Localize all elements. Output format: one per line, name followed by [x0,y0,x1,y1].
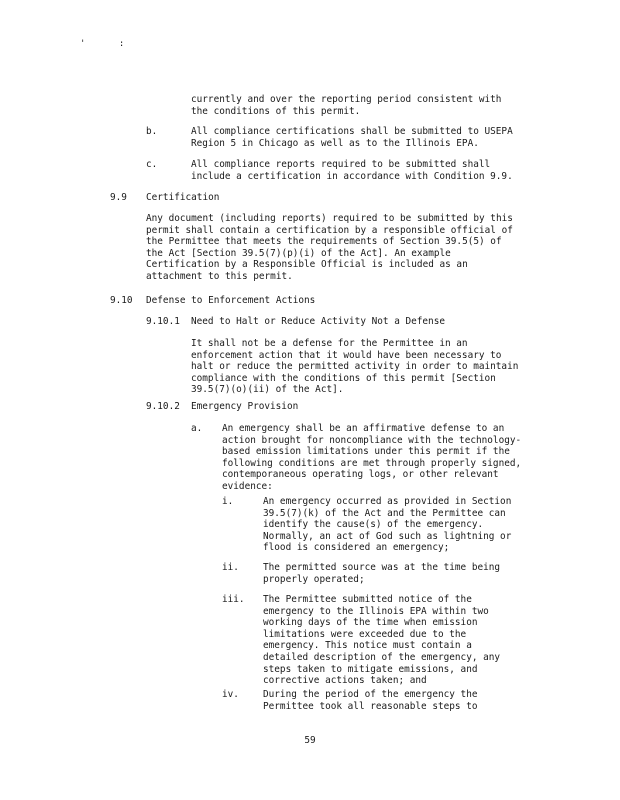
section-9-9-body: Any document (including reports) required to be submitted by this permit shall contain a certification by a responsible official of the Permittee that meets the requirements of Section 39.5(5) of the Act [Section 39.5(7)(p)(i) of the Act]. An example Certification by a Responsible Official is included as an attachment to this permit. [146,213,513,282]
section-9-10-2-title: Emergency Provision [191,401,299,412]
sub-item-iv-label: iv. [222,689,239,700]
sub-item-iii-text: The Permittee submitted notice of the emergency to the Illinois EPA within two working days of the time when emission limitations were exceeded due to the emergency. This notice must contain a detailed description of the emergency, any steps taken to mitigate emissions, and corrective actions taken; and [263,594,501,687]
item-c-text: All compliance reports required to be submitted shall include a certification in accordance with Condition 9.9. [191,159,513,182]
section-9-9-number: 9.9 [110,192,127,203]
section-9-10-title: Defense to Enforcement Actions [146,295,316,306]
sub-item-i-text: An emergency occurred as provided in Section 39.5(7)(k) of the Act and the Permittee can identify the cause(s) of the emergency. Normally, an act of God such as lightning or flood is considered an emergency; [263,496,512,554]
section-9-10-1-body: It shall not be a defense for the Permittee in an enforcement action that it would have been necessary to halt or reduce the permitted activity in order to maintain compliance with the conditions of this permit [Section 39.5(7)(o)(ii) of the Act]. [191,338,519,396]
sub-item-ii-label: ii. [222,562,239,573]
item-b-label: b. [146,126,158,137]
item-b-text: All compliance certifications shall be submitted to USEPA Region 5 in Chicago as well as to the Illinois EPA. [191,126,513,149]
item-c-label: c. [146,159,158,170]
section-9-9-title: Certification [146,192,220,203]
emergency-item-a-label: a. [191,423,203,434]
sub-item-i-label: i. [222,496,234,507]
item-a-continuation: currently and over the reporting period consistent with the conditions of this permit. [191,94,502,117]
sub-item-iii-label: iii. [222,594,245,605]
page-number: 59 [304,735,316,746]
header-marks: ' : [80,39,139,49]
section-9-10-1-number: 9.10.1 [146,316,180,327]
section-9-10-1-title: Need to Halt or Reduce Activity Not a Defense [191,316,445,327]
section-9-10-number: 9.10 [110,295,133,306]
sub-item-iv-text: During the period of the emergency the Permittee took all reasonable steps to [263,689,478,712]
section-9-10-2-number: 9.10.2 [146,401,180,412]
sub-item-ii-text: The permitted source was at the time being properly operated; [263,562,501,585]
emergency-item-a-text: An emergency shall be an affirmative defense to an action brought for noncompliance with the technology- based emission limitations under this permit if the following conditions are met through properly signed, contemporaneous operating logs, or other relevant evidence: [222,423,522,492]
